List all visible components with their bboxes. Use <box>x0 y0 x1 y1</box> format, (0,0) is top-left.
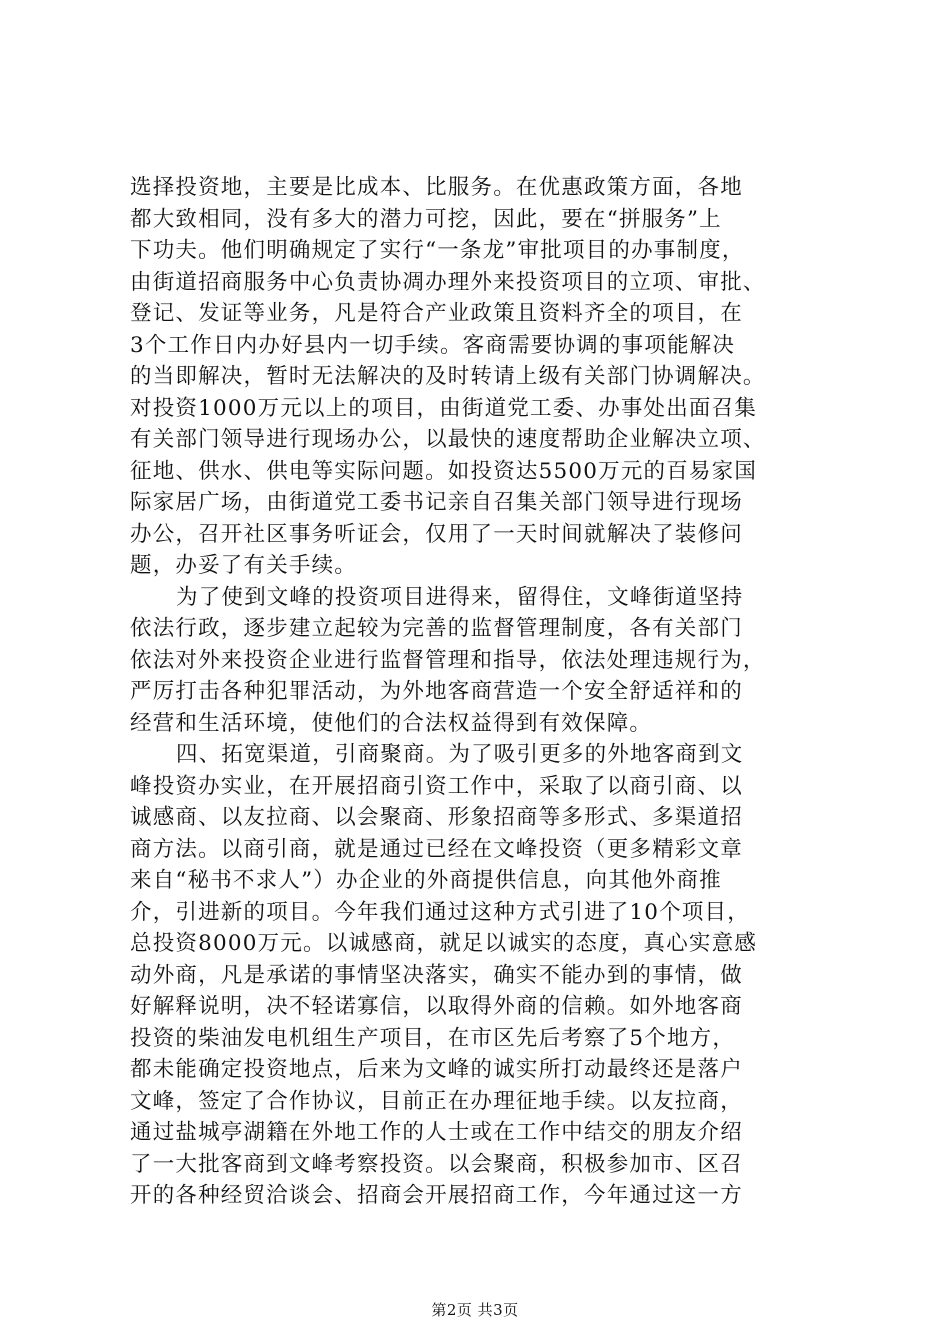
text-line: 都大致相同，没有多大的潜力可挖，因此，要在“拼服务”上 <box>130 206 722 232</box>
text-line: 下功夫。他们明确规定了实行“一条龙”审批项目的办事制度， <box>130 238 745 263</box>
text-line: 有关部门领导进行现场办公，以最快的速度帮助企业解决立项、 <box>130 427 766 452</box>
page-footer <box>0 1300 950 1320</box>
text-line: 由街道招商服务中心负责协凋办理外来投资项目的立项、审批、 <box>130 269 766 295</box>
page-number: 第2页 共3页 <box>431 1301 519 1319</box>
text-line: 依法行政，逐步建立起较为完善的监督管理制度，各有关部门 <box>130 616 743 641</box>
document-body <box>130 172 830 1212</box>
text-line: 办公，召开社区事务听证会，仅用了一天时间就解决了装修问 <box>130 521 743 547</box>
text-line: 好解释说明，决不轻诺寡信，以取得外商的信赖。如外地客商 <box>130 994 743 1019</box>
text-line: 经营和生活环境，使他们的合法权益得到有效保障。 <box>130 710 653 736</box>
text-line: 选择投资地，主要是比成本、比服务。在优惠政策方面，各地 <box>130 175 743 200</box>
text-line: 开的各种经贸洽谈会、招商会开展招商工作，今年通过这一方 <box>130 1183 743 1208</box>
text-line: 都未能确定投资地点，后来为文峰的诚实所打动最终还是落户 <box>130 1057 743 1082</box>
paragraph-start-line: 为了使到文峰的投资项目进得来，留得住，文峰街道坚持 <box>176 584 744 610</box>
text-line: 的当即解决，暂时无法解决的及时转请上级有关部门协调解决。 <box>130 364 766 389</box>
text-line: 3个工作日内办好县内一切手续。客商需要协调的事项能解决 <box>130 332 736 358</box>
text-line: 严厉打击各种犯罪活动，为外地客商营造一个安全舒适祥和的 <box>130 679 743 704</box>
text-line: 文峰，签定了合作协议，目前正在办理征地手续。以友拉商， <box>130 1088 743 1114</box>
text-line: 通过盐城亭湖籍在外地工作的人士或在工作中结交的朋友介绍 <box>130 1120 743 1145</box>
text-line: 投资的柴油发电机组生产项目，在市区先后考察了5个地方， <box>130 1025 736 1051</box>
text-line: 动外商，凡是承诺的事情坚决落实，确实不能办到的事情，做 <box>130 962 743 988</box>
paragraph-start-line: 四、拓宽渠道，引商聚商。为了吸引更多的外地客商到文 <box>176 742 744 767</box>
text-line: 依法对外来投资企业进行监督管理和指导，依法处理违规行为， <box>130 647 766 673</box>
text-line: 了一大批客商到文峰考察投资。以会聚商，积极参加市、区召 <box>130 1151 743 1177</box>
text-line: 际家居广场，由街道党工委书记亲自召集关部门领导进行现场 <box>130 490 743 515</box>
text-line: 诚感商、以友拉商、以会聚商、形象招商等多形式、多渠道招 <box>130 805 743 830</box>
text-line: 来自“秘书不求人”）办企业的外商提供信息，向其他外商推 <box>130 868 722 893</box>
text-line: 对投资1000万元以上的项目，由街道党工委、办事处出面召集 <box>130 395 758 421</box>
text-line: 介，引进新的项目。今年我们通过这种方式引进了10个项目， <box>130 899 750 925</box>
text-line: 题，办妥了有关手续。 <box>130 553 358 578</box>
text-line: 商方法。以商引商，就是通过已经在文峰投资（更多精彩文章 <box>130 836 743 862</box>
text-line: 登记、发证等业务，凡是符合产业政策且资料齐全的项目，在 <box>130 301 743 326</box>
text-line: 峰投资办实业，在开展招商引资工作中，采取了以商引商、以 <box>130 773 743 799</box>
text-line: 总投资8000万元。以诚感商，就足以诚实的态度，真心实意感 <box>130 931 758 956</box>
text-line: 征地、供水、供电等实际问题。如投资达5500万元的百易家国 <box>130 458 758 484</box>
